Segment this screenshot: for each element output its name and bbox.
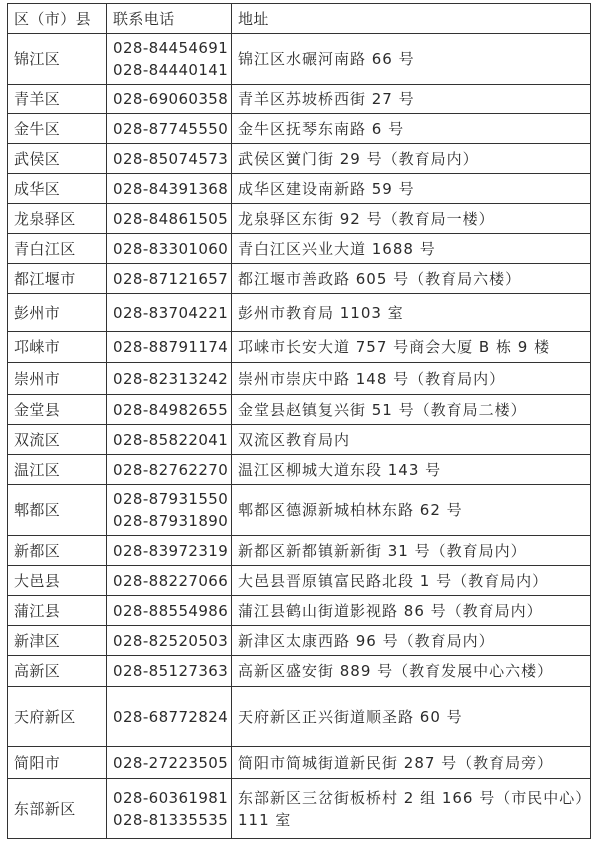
address-cell: 大邑县晋原镇富民路北段 1 号（教育局内） bbox=[232, 566, 591, 596]
table-row bbox=[8, 455, 591, 485]
address-cell: 蒲江县鹤山街道影视路 86 号（教育局内） bbox=[232, 596, 591, 626]
table-row bbox=[8, 779, 591, 839]
header-row bbox=[8, 4, 591, 34]
phone-number: 028-83972319 bbox=[113, 541, 229, 560]
phone-cell bbox=[107, 234, 232, 264]
phone-number: 028-82762270 bbox=[113, 460, 229, 479]
phone-number: 028-60361981 bbox=[113, 788, 229, 807]
address-cell: 郫都区德源新城柏林东路 62 号 bbox=[232, 485, 591, 536]
table-row bbox=[8, 204, 591, 234]
phone-cell bbox=[107, 363, 232, 395]
phone-cell bbox=[107, 747, 232, 779]
district-cell: 双流区 bbox=[8, 425, 107, 455]
district-cell: 龙泉驿区 bbox=[8, 204, 107, 234]
phone-cell bbox=[107, 264, 232, 294]
district-cell: 都江堰市 bbox=[8, 264, 107, 294]
district-cell: 简阳市 bbox=[8, 747, 107, 779]
phone-number: 028-88791174 bbox=[113, 338, 229, 356]
phone-cell bbox=[107, 174, 232, 204]
district-cell: 金堂县 bbox=[8, 395, 107, 425]
table-row bbox=[8, 363, 591, 395]
phone-number: 028-88554986 bbox=[113, 601, 229, 620]
district-cell: 大邑县 bbox=[8, 566, 107, 596]
phone-number: 028-88227066 bbox=[113, 571, 229, 590]
table-row bbox=[8, 747, 591, 779]
phone-number: 028-27223505 bbox=[113, 753, 229, 772]
table-row bbox=[8, 332, 591, 363]
district-cell: 东部新区 bbox=[8, 779, 107, 839]
table-row bbox=[8, 656, 591, 687]
table-row bbox=[8, 425, 591, 455]
district-cell: 锦江区 bbox=[8, 34, 107, 85]
table-row bbox=[8, 395, 591, 425]
phone-number: 028-84861505 bbox=[113, 209, 229, 228]
district-cell: 武侯区 bbox=[8, 144, 107, 174]
phone-number: 028-84440141 bbox=[113, 61, 229, 79]
phone-number: 028-82520503 bbox=[113, 631, 229, 650]
phone-cell bbox=[107, 656, 232, 687]
header-address: 地址 bbox=[232, 4, 591, 34]
district-cell: 郫都区 bbox=[8, 485, 107, 536]
phone-number: 028-87931550 bbox=[113, 490, 229, 508]
phone-number: 028-69060358 bbox=[113, 90, 229, 108]
table-row bbox=[8, 85, 591, 114]
district-cell: 彭州市 bbox=[8, 294, 107, 332]
address-cell: 邛崃市长安大道 757 号商会大厦 B 栋 9 楼 bbox=[232, 332, 591, 363]
district-cell: 金牛区 bbox=[8, 114, 107, 144]
address-cell: 武侯区黉门街 29 号（教育局内） bbox=[232, 144, 591, 174]
phone-cell bbox=[107, 687, 232, 747]
address-cell: 锦江区水碾河南路 66 号 bbox=[232, 34, 591, 85]
phone-number: 028-83704221 bbox=[113, 303, 229, 322]
address-cell: 都江堰市善政路 605 号（教育局六楼） bbox=[232, 264, 591, 294]
district-contact-table bbox=[7, 3, 591, 839]
table-row bbox=[8, 687, 591, 747]
district-cell: 天府新区 bbox=[8, 687, 107, 747]
district-cell: 邛崃市 bbox=[8, 332, 107, 363]
address-cell: 简阳市简城街道新民街 287 号（教育局旁） bbox=[232, 747, 591, 779]
phone-number: 028-85127363 bbox=[113, 662, 229, 680]
table-row bbox=[8, 294, 591, 332]
phone-cell bbox=[107, 455, 232, 485]
table-row bbox=[8, 144, 591, 174]
phone-cell bbox=[107, 596, 232, 626]
phone-cell bbox=[107, 114, 232, 144]
phone-number: 028-85822041 bbox=[113, 430, 229, 449]
table-body bbox=[8, 34, 591, 839]
table-row bbox=[8, 485, 591, 536]
address-cell: 双流区教育局内 bbox=[232, 425, 591, 455]
district-cell: 温江区 bbox=[8, 455, 107, 485]
phone-cell bbox=[107, 395, 232, 425]
table-row bbox=[8, 174, 591, 204]
phone-cell bbox=[107, 536, 232, 566]
table-row bbox=[8, 234, 591, 264]
address-cell: 金堂县赵镇复兴街 51 号（教育局二楼） bbox=[232, 395, 591, 425]
district-cell: 崇州市 bbox=[8, 363, 107, 395]
phone-cell bbox=[107, 425, 232, 455]
header-district: 区（市）县 bbox=[8, 4, 107, 34]
address-cell: 青白江区兴业大道 1688 号 bbox=[232, 234, 591, 264]
district-cell: 青白江区 bbox=[8, 234, 107, 264]
phone-number: 028-87745550 bbox=[113, 119, 229, 138]
phone-cell bbox=[107, 485, 232, 536]
phone-number: 028-84454691 bbox=[113, 39, 229, 57]
address-cell: 青羊区苏坡桥西街 27 号 bbox=[232, 85, 591, 114]
district-cell: 新都区 bbox=[8, 536, 107, 566]
table-row bbox=[8, 566, 591, 596]
address-cell: 新都区新都镇新新街 31 号（教育局内） bbox=[232, 536, 591, 566]
address-cell: 新津区太康西路 96 号（教育局内） bbox=[232, 626, 591, 656]
phone-number: 028-85074573 bbox=[113, 149, 229, 168]
district-cell: 成华区 bbox=[8, 174, 107, 204]
phone-cell bbox=[107, 332, 232, 363]
phone-number: 028-81335535 bbox=[113, 810, 229, 829]
table-row bbox=[8, 596, 591, 626]
phone-cell bbox=[107, 294, 232, 332]
address-cell: 温江区柳城大道东段 143 号 bbox=[232, 455, 591, 485]
phone-number: 028-84391368 bbox=[113, 179, 229, 198]
address-cell: 东部新区三岔街板桥村 2 组 166 号（市民中心）111 室 bbox=[232, 779, 591, 839]
phone-number: 028-68772824 bbox=[113, 707, 229, 726]
phone-number: 028-82313242 bbox=[113, 369, 229, 388]
phone-cell bbox=[107, 779, 232, 839]
address-cell: 金牛区抚琴东南路 6 号 bbox=[232, 114, 591, 144]
address-cell: 成华区建设南新路 59 号 bbox=[232, 174, 591, 204]
address-cell: 彭州市教育局 1103 室 bbox=[232, 294, 591, 332]
phone-cell bbox=[107, 34, 232, 85]
phone-cell bbox=[107, 144, 232, 174]
table-row bbox=[8, 626, 591, 656]
phone-cell bbox=[107, 85, 232, 114]
address-cell: 高新区盛安街 889 号（教育发展中心六楼） bbox=[232, 656, 591, 687]
address-cell: 天府新区正兴街道顺圣路 60 号 bbox=[232, 687, 591, 747]
table-row bbox=[8, 264, 591, 294]
header-phone: 联系电话 bbox=[107, 4, 232, 34]
address-cell: 龙泉驿区东街 92 号（教育局一楼） bbox=[232, 204, 591, 234]
district-cell: 高新区 bbox=[8, 656, 107, 687]
table-row bbox=[8, 34, 591, 85]
phone-number: 028-84982655 bbox=[113, 400, 229, 419]
district-cell: 新津区 bbox=[8, 626, 107, 656]
phone-cell bbox=[107, 626, 232, 656]
district-cell: 蒲江县 bbox=[8, 596, 107, 626]
phone-number: 028-83301060 bbox=[113, 239, 229, 258]
phone-number: 028-87121657 bbox=[113, 269, 229, 288]
table-row bbox=[8, 114, 591, 144]
district-cell: 青羊区 bbox=[8, 85, 107, 114]
phone-cell bbox=[107, 204, 232, 234]
address-cell: 崇州市崇庆中路 148 号（教育局内） bbox=[232, 363, 591, 395]
table-row bbox=[8, 536, 591, 566]
phone-number: 028-87931890 bbox=[113, 512, 229, 530]
phone-cell bbox=[107, 566, 232, 596]
